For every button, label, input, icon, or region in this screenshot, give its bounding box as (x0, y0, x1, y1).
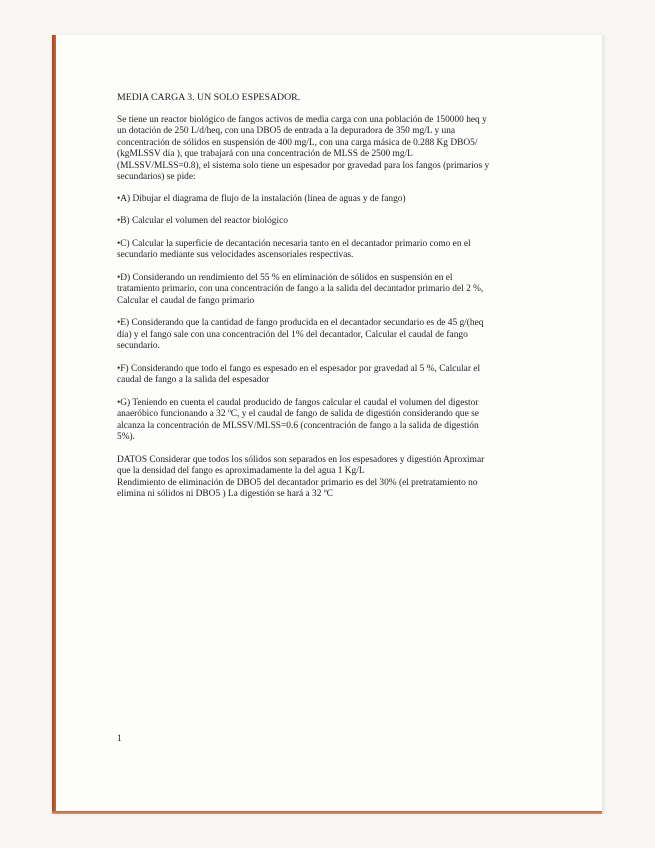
question-line: caudal de fango a la salida del espesador (117, 375, 270, 385)
document-body (117, 92, 547, 511)
intro-line: un dotación de 250 L/d/heq, con una DBO5 de entrada a la depuradora de 350 mg/L y una (117, 126, 456, 136)
document-title: MEDIA CARGA 3. UN SOLO ESPESADOR. (117, 92, 301, 103)
question-b (117, 216, 547, 228)
question-line: 5%). (117, 432, 135, 442)
question-line: secundario. (117, 341, 160, 351)
question-d (117, 273, 547, 308)
intro-line: (kgMLSSV día ), que trabajará con una concentración de MLSS de 2500 mg/L (117, 149, 413, 159)
question-line: tratamiento primario, con una concentración de fango a la salida del decantador primario del 2 %, (117, 284, 484, 294)
intro-line: concentración de sólidos en suspensión de 400 mg/L, con una carga másica de 0.288 Kg DBO5/ (117, 137, 478, 148)
intro-line: secundarios) se pide: (117, 172, 196, 182)
question-f (117, 364, 547, 387)
question-c (117, 239, 547, 262)
datos-line: Rendimiento de eliminación de DBO5 del decantador primario es del 30% (el pretratamiento no (117, 477, 478, 488)
intro-paragraph (117, 115, 547, 184)
question-line: •C) Calcular la superficie de decantación necesaria tanto en el decantador primario como en el (117, 238, 471, 249)
question-line: •F) Considerando que todo el fango es espesado en el espesador por gravedad al 5 %, Calcular el (117, 363, 481, 374)
intro-line: (MLSSV/MLSS=0.8), el sistema solo tiene un espesador por gravedad para los fangos (primarios y (117, 160, 490, 171)
question-line: •A) Dibujar el diagrama de flujo de la instalación (línea de aguas y de fango) (117, 193, 406, 204)
datos-paragraph (117, 455, 547, 501)
question-line: Calcular el caudal de fango primario (117, 295, 255, 306)
paper-bottom-edge (52, 811, 604, 814)
page-number: 1 (117, 734, 122, 744)
question-line: •E) Considerando que la cantidad de fango producida en el decantador secundario es de 45 g/(heq (117, 318, 484, 328)
question-line: anaeróbico funcionando a 32 ºC, y el caudal de fango de salida de digestión considerando que se (117, 409, 479, 419)
datos-line: DATOS Considerar que todos los sólidos son separados en los espesadores y digestión Aproximar (117, 454, 485, 465)
question-line: día) y el fango sale con una concentración del 1% del decantador, Calcular el caudal de fango (117, 329, 468, 340)
question-e (117, 318, 547, 353)
intro-line: Se tiene un reactor biológico de fangos activos de media carga con una población de 150000 heq y (117, 114, 487, 125)
datos-line: elimina ni sólidos ni DBO5 ) La digestión se hará a 32 ºC (117, 489, 333, 499)
question-line: •B) Calcular el volumen del reactor biológico (117, 216, 288, 226)
paper-right-edge (602, 35, 604, 814)
question-a (117, 194, 547, 206)
question-line: •G) Teniendo en cuenta el caudal producido de fangos calcular el caudal el volumen del digestor (117, 397, 479, 408)
question-g (117, 398, 547, 444)
datos-line: que la densidad del fango es aproximadamente la del agua 1 Kg/L (117, 466, 365, 476)
question-line: •D) Considerando un rendimiento del 55 % en eliminación de sólidos en suspensión en el (117, 272, 453, 283)
question-line: secundario mediante sus velocidades ascensoriales respectivas. (117, 250, 354, 260)
paper-left-edge (52, 35, 56, 814)
question-line: alcanza la concentración de MLSSV/MLSS=0.6 (concentración de fango a la salida de digestión (117, 420, 479, 431)
